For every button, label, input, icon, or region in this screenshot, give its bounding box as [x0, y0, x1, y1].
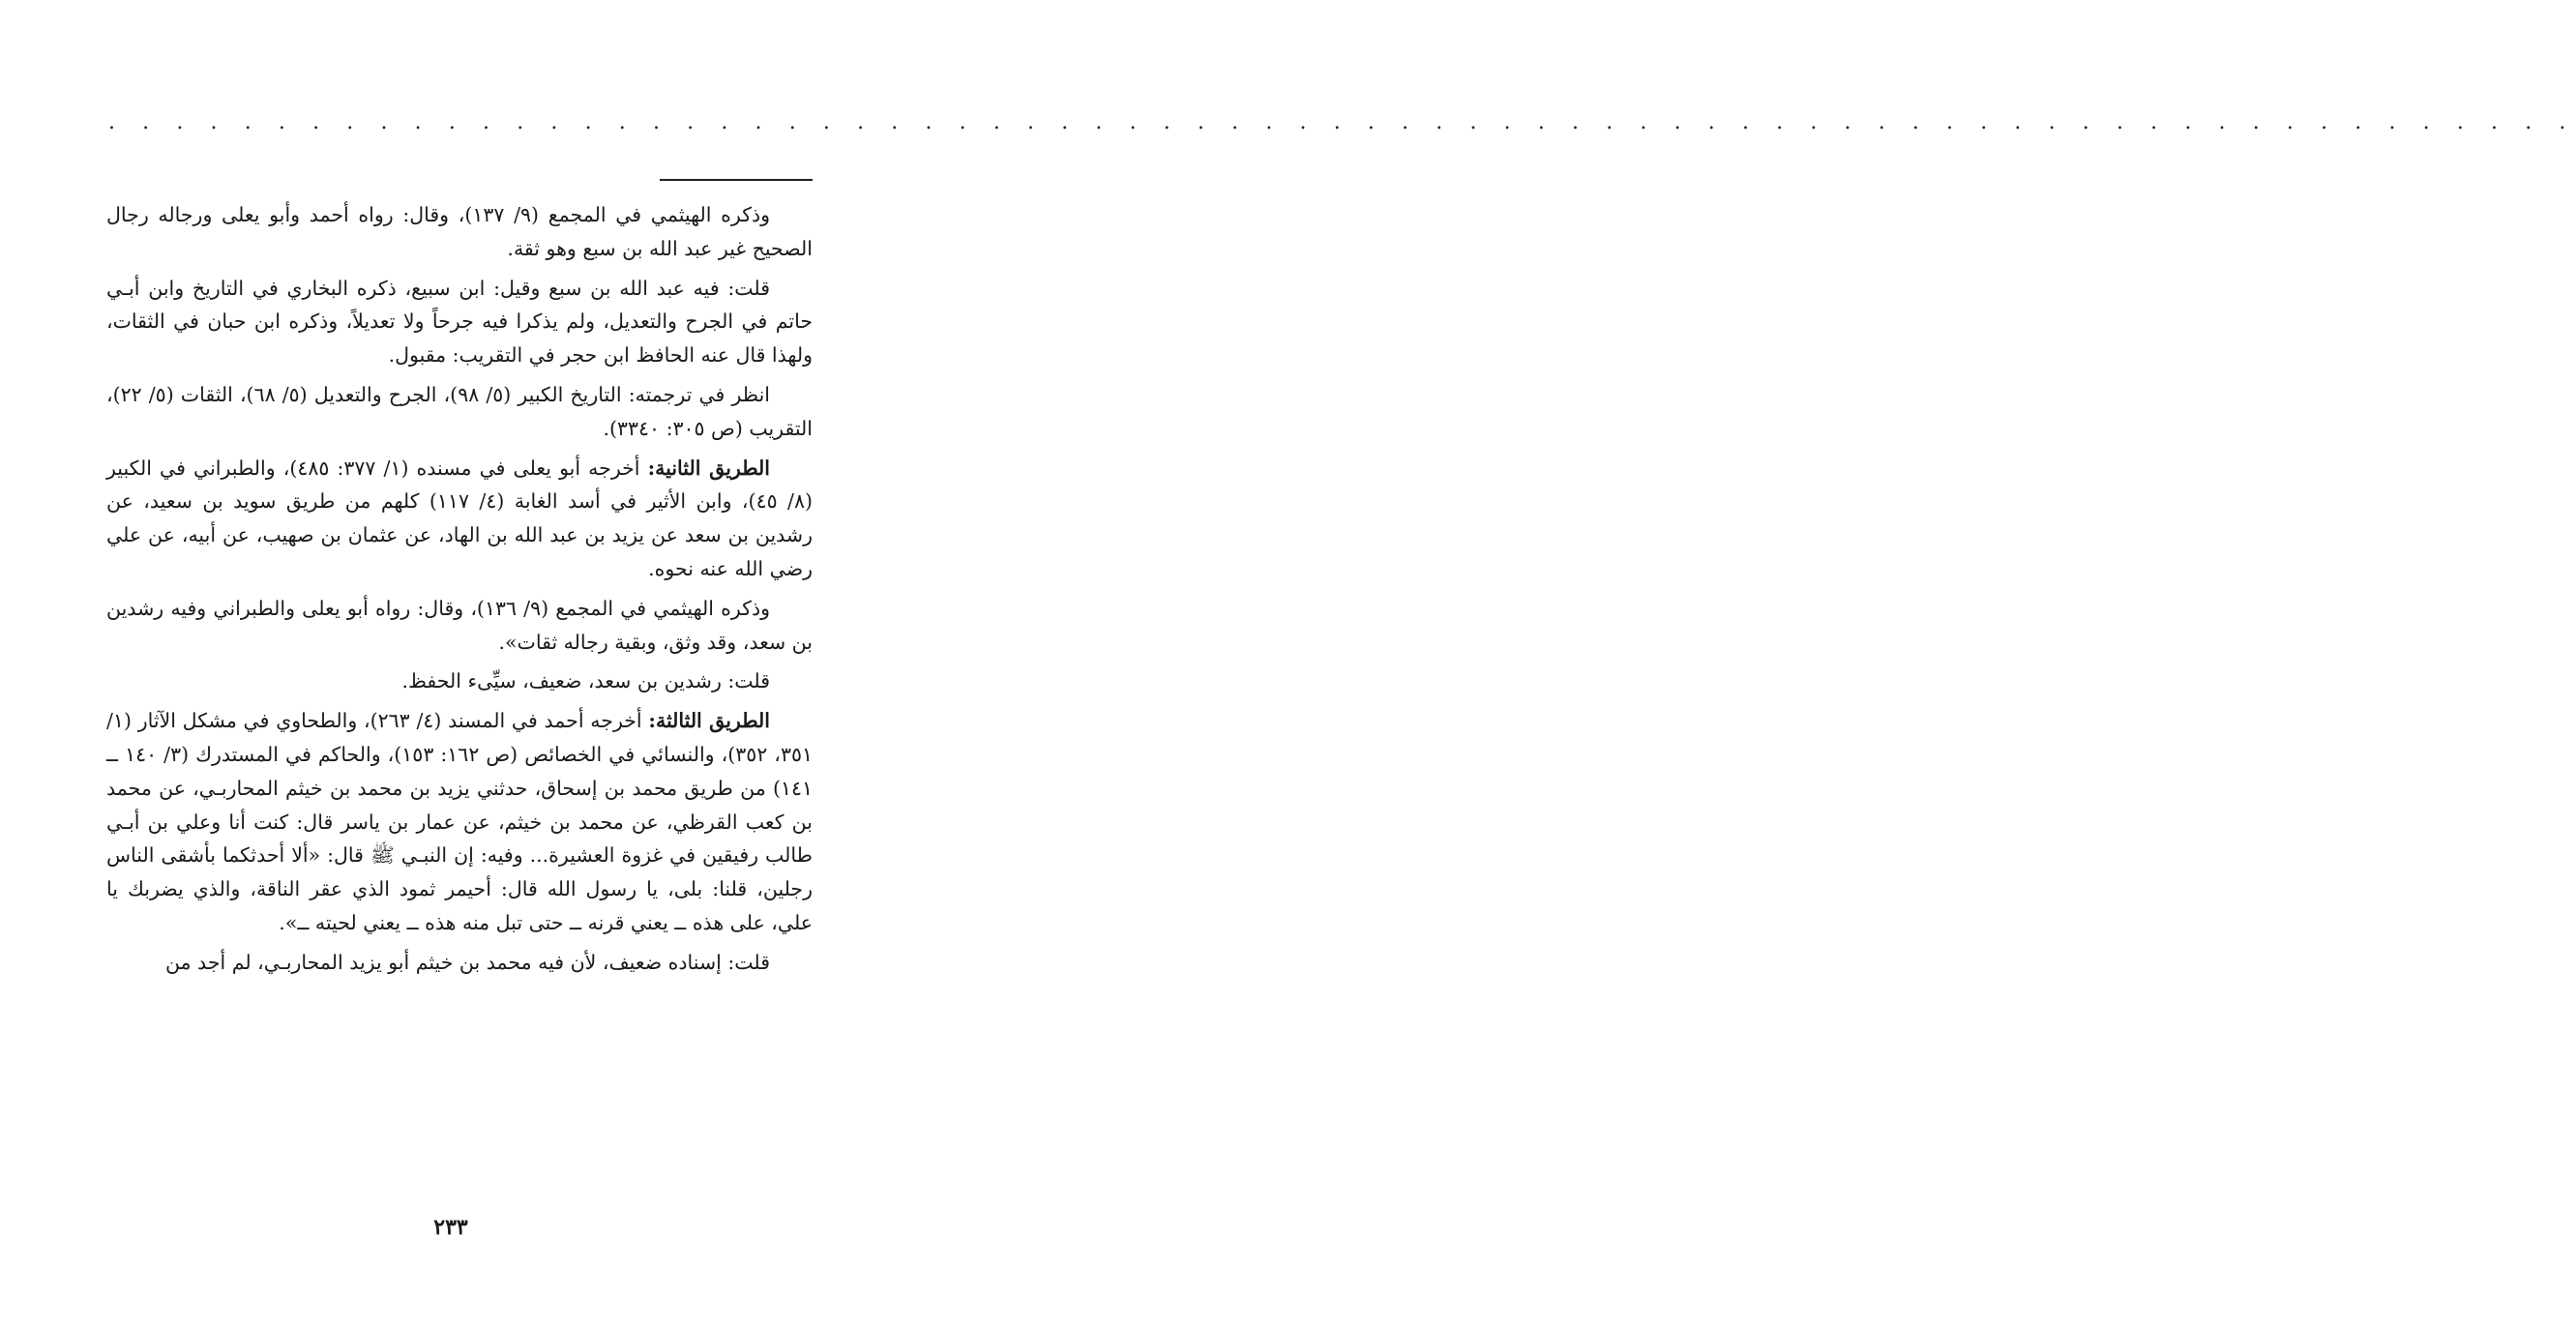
- paragraph: [106, 946, 813, 980]
- separator-dots: . . . . . . . . . . . . . . . . . . . . . . . . . . . . . . . . . . . . . . . . . . . . . . . . . . . . . . . . . . . . . . . . . . . . . . . . .: [108, 110, 2576, 134]
- page-number: ٢٣٣: [433, 1215, 468, 1240]
- paragraph-label: الطريق الثانية:: [647, 456, 770, 480]
- paragraph: [106, 198, 813, 266]
- paragraph: [106, 664, 813, 698]
- paragraph-text: قلت: فيه عبد الله بن سبع وقيل: ابن سبيع، ذكره البخاري في التاريخ وابن أبـي حاتم في الجرح والتعديل، ولم يذكرا فيه جرحاً ولا تعديلاً، وذكره ابن حبان في الثقات، ولهذا قال عنه الحافظ ابن حجر في التقريب: مقبول.: [106, 276, 813, 368]
- paragraph-text: انظر في ترجمته: التاريخ الكبير (٥/ ٩٨)، الجرح والتعديل (٥/ ٦٨)، الثقات (٥/ ٢٢)، التقريب (ص ٣٠٥: ٣٣٤٠).: [106, 382, 813, 440]
- paragraph: [106, 272, 813, 372]
- paragraph-label: الطريق الثالثة:: [648, 709, 770, 733]
- paragraph-text: أخرجه أبو يعلى في مسنده (١/ ٣٧٧: ٤٨٥)، والطبراني في الكبير (٨/ ٤٥)، وابن الأثير في أسد الغابة (٤/ ١١٧) كلهم من طريق سويد بن سعيد، عن رشدين بن سعد عن يزيد بن عبد الله بن الهاد، عن عثمان بن صهيب، عن أبيه، عن علي رضي الله عنه نحوه.: [106, 456, 813, 580]
- paragraph-text: أخرجه أحمد في المسند (٤/ ٢٦٣)، والطحاوي في مشكل الآثار (١/ ٣٥١، ٣٥٢)، والنسائي في الخصائص (ص ١٦٢: ١٥٣)، والحاكم في المستدرك (٣/ ١٤٠ ــ ١٤١) من طريق محمد بن إسحاق، حدثني يزيد بن محمد بن خيثم المحاربـي، عن محمد بن كعب القرظي، عن محمد بن خيثم، عن عمار بن ياسر قال: كنت أنا وعلي بن أبـي طالب رفيقين في غزوة العشيرة... وفيه: إن النبـي ﷺ قال: «ألا أحدثكما بأشقى الناس رجلين، قلنا: بلى، يا رسول الله قال: أحيمر ثمود الذي عقر الناقة، والذي يضربك يا علي، على هذه ــ يعني قرنه ــ حتى تبل منه هذه ــ يعني لحيته ــ».: [106, 709, 813, 934]
- paragraph-text: قلت: رشدين بن سعد، ضعيف، سيِّىء الحفظ.: [401, 669, 770, 693]
- footnote-rule: [660, 179, 813, 181]
- paragraph-text: وذكره الهيثمي في المجمع (٩/ ١٣٦)، وقال: رواه أبو يعلى والطبراني وفيه رشدين بن سعد، وقد وثق، وبقية رجاله ثقات».: [106, 596, 813, 654]
- paragraph: [106, 452, 813, 586]
- paragraph-text: وذكره الهيثمي في المجمع (٩/ ١٣٧)، وقال: رواه أحمد وأبو يعلى ورجاله رجال الصحيح غير عبد الله بن سبع وهو ثقة.: [106, 203, 813, 260]
- paragraph: [106, 592, 813, 660]
- paragraph: [106, 704, 813, 940]
- paragraph: [106, 378, 813, 446]
- paragraph-text: قلت: إسناده ضعيف، لأن فيه محمد بن خيثم أبو يزيد المحاربـي، لم أجد من: [164, 950, 770, 974]
- footnote-text: [106, 198, 813, 986]
